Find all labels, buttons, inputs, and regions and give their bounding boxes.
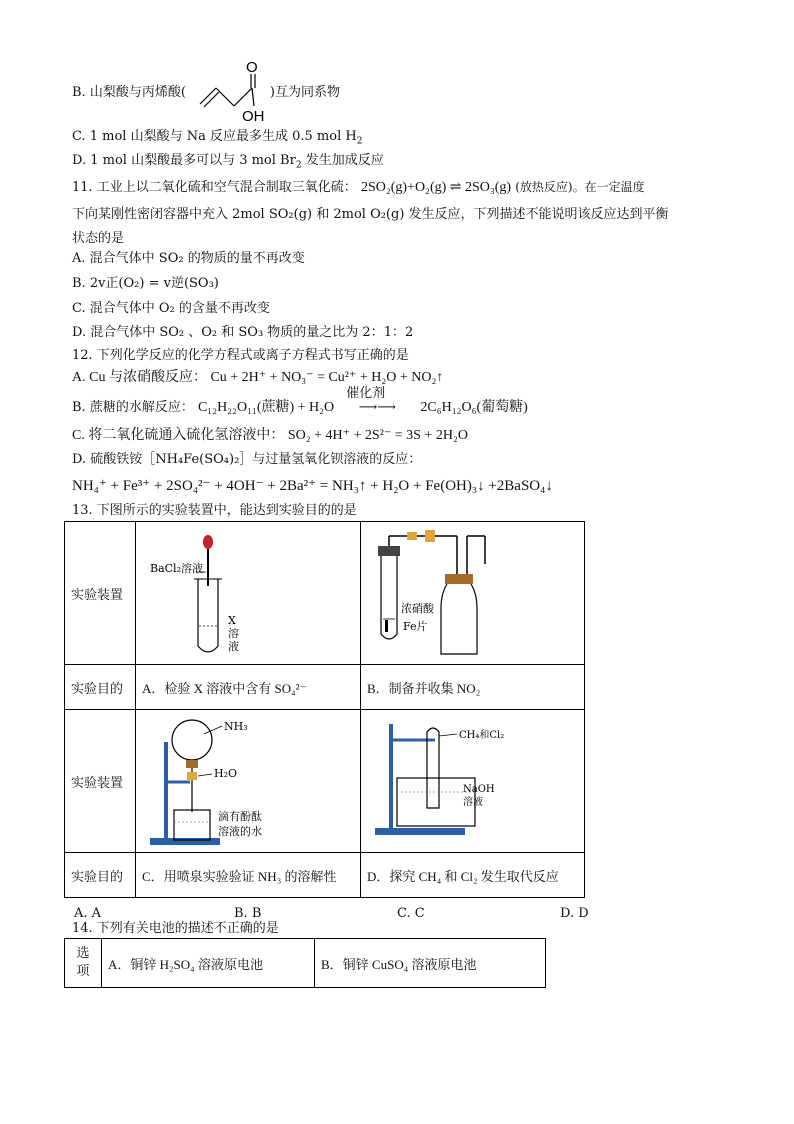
row-label-apparatus-1: 实验装置 (65, 522, 136, 665)
q10-b-post: )互为同系物 (269, 85, 340, 100)
q14-option-b: B．铜锌 CuSO₄ 溶液原电池 (315, 939, 546, 988)
sol-label-2: 液 (228, 640, 239, 653)
naoh-sol-label: 溶液 (463, 797, 483, 808)
q12-option-b (72, 386, 528, 417)
acrylic-acid-structure (196, 58, 286, 124)
sol-label-1: 溶 (228, 627, 239, 640)
phenolphthalein-label-1: 滴有酚酞 (218, 810, 262, 823)
q11-option-d: D. 混合气体中 SO₂ 、O₂ 和 SO₃ 物质的量之比为 2：1：2 (72, 325, 414, 340)
row-label-purpose-1: 实验目的 (65, 665, 136, 710)
q11-stem-2: 下向某刚性密闭容器中充入 2mol SO₂(g) 和 2mol O₂(g) 发生反应，下列描述不能说明该反应达到平衡 (72, 207, 669, 222)
q13-answer-d: D. D (560, 906, 589, 921)
figure-c-fountain (142, 712, 352, 850)
figure-b-cell (361, 522, 585, 665)
figure-b-apparatus (367, 524, 577, 662)
q11-stem-3: 状态的是 (72, 231, 125, 246)
q12-b-right: 2C₆H₁₂O₆(葡萄糖) (420, 400, 528, 415)
q14-head-1: 选 (76, 946, 90, 961)
naoh-label: NaOH (463, 784, 495, 795)
q10-d-pre: D. 1 mol 山梨酸最多可以与 3 mol Br (72, 153, 296, 168)
q10-option-c (72, 128, 362, 151)
q13-answer-a: A. A (74, 906, 102, 921)
q10-c-text: C. 1 mol 山梨酸与 Na 反应最多生成 0.5 mol H (72, 129, 357, 144)
q14-table (64, 938, 546, 988)
q12-b-left: C₁₂H₂₂O₁₁(蔗糖) + H₂O (197, 400, 335, 415)
q10-b-pre: B. 山梨酸与丙烯酸( (72, 85, 186, 100)
figure-a-test-tube (142, 524, 352, 662)
q14-stem: 14. 下列有关电池的描述不正确的是 (72, 921, 279, 936)
q13-answer-b: B. B (234, 906, 262, 921)
q12-option-a: A. Cu 与浓硝酸反应： Cu + 2H⁺ + NO₃⁻ = Cu²⁺ + H₂O + NO₂↑ (72, 370, 444, 385)
q11-option-a: A. 混合气体中 SO₂ 的物质的量不再改变 (72, 251, 305, 266)
q13-stem: 13. 下图所示的实验装置中，能达到实验目的的是 (72, 503, 357, 518)
x-label: X (228, 614, 236, 627)
q12-b-pre: B. 蔗糖的水解反应： (72, 400, 194, 415)
q14-option-a: A．铜锌 H₂SO₄ 溶液原电池 (102, 939, 315, 988)
purpose-a: A．检验 X 溶液中含有 SO₄²⁻ (136, 665, 361, 710)
h2o-label: H₂O (214, 767, 238, 780)
ch4-cl2-label: CH₄和Cl₂ (459, 730, 505, 741)
purpose-d: D．探究 CH₄ 和 Cl₂ 发生取代反应 (361, 853, 585, 898)
row-label-purpose-2: 实验目的 (65, 853, 136, 898)
figure-d-cell (361, 710, 585, 853)
bacl2-label: BaCl₂溶液 (150, 562, 203, 575)
q13-experiment-table (64, 521, 585, 898)
phenolphthalein-label-2: 溶液的水 (218, 825, 262, 838)
purpose-b: B．制备并收集 NO₂ (361, 665, 585, 710)
figure-c-cell (136, 710, 361, 853)
q10-d-sub: 2 (295, 160, 302, 171)
q11-option-b: B. 2v正(O₂) = v逆(SO₃) (72, 276, 219, 291)
q12-stem: 12. 下列化学反应的化学方程式或离子方程式书写正确的是 (72, 348, 409, 363)
figure-a-cell (136, 522, 361, 665)
q11-stem-pre: 11. 工业上以二氧化硫和空气混合制取三氧化硫： (72, 180, 357, 195)
nh3-label: NH₃ (224, 720, 248, 733)
q10-d-post: 发生加成反应 (301, 153, 384, 168)
row-label-apparatus-2: 实验装置 (65, 710, 136, 853)
q13-answer-c: C. C (397, 906, 425, 921)
q12-catalyst-label: 催化剂 (346, 386, 386, 401)
q14-header (65, 939, 102, 988)
conc-nitric-label: 浓硝酸 (401, 602, 434, 615)
q11-option-c: C. 混合气体中 O₂ 的含量不再改变 (72, 301, 270, 316)
q12-reaction-arrow: ⟶⟶ (358, 400, 396, 415)
q12-option-d-equation: NH₄⁺ + Fe³⁺ + 2SO₄²⁻ + 4OH⁻ + 2Ba²⁺ = NH₃↑ + H₂O + Fe(OH)₃↓ +2BaSO₄↓ (72, 478, 553, 494)
struct-oh: OH (242, 108, 265, 124)
fe-label: Fe片 (403, 620, 428, 633)
struct-o: O (246, 59, 258, 76)
q11-stem-post: (放热反应)。在一定温度 (515, 180, 645, 194)
q12-option-c: C. 将二氧化硫通入硫化氢溶液中： SO₂ + 4H⁺ + 2S²⁻ = 3S + 2H₂O (72, 428, 468, 443)
q11-stem-1 (72, 178, 645, 197)
purpose-c: C．用喷泉实验验证 NH₃ 的溶解性 (136, 853, 361, 898)
q12-option-d: D. 硫酸铁铵［NH₄Fe(SO₄)₂］与过量氢氧化钡溶液的反应： (72, 452, 422, 467)
figure-d-substitution (367, 712, 577, 850)
q11-equation: 2SO₂(g)+O₂(g) ⇌ 2SO₃(g) (360, 180, 512, 195)
q10-option-d (72, 152, 384, 175)
q10-c-sub: 2 (356, 136, 363, 147)
q14-head-2: 项 (76, 964, 90, 979)
